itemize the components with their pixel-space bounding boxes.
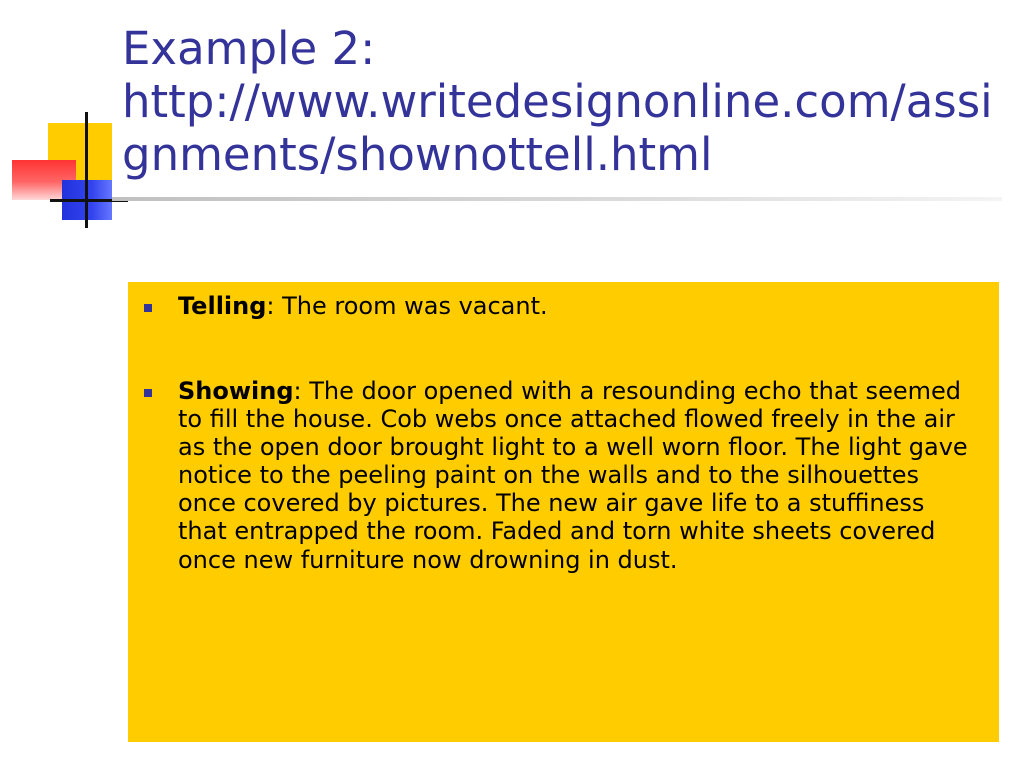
- corner-logo-icon: [0, 0, 140, 240]
- slide-title: [122, 22, 1012, 181]
- title-line-1: Example 2:: [122, 22, 376, 75]
- content-box: [128, 282, 999, 742]
- bullet-list: [144, 292, 975, 574]
- vertical-line-shape: [85, 112, 88, 228]
- title-underline: [112, 197, 1002, 201]
- square-bullet-icon: [144, 389, 152, 397]
- square-bullet-icon: [144, 304, 152, 312]
- bullet-text: : The door opened with a resounding echo that seemed to fill the house. Cob webs once attached flowed freely in the air as the open door brought light to a well worn floor. The light gave notice to the peeling paint on the walls and to the silhouettes once covered by pictures. The new air gave life to a stuffiness that entrapped the room. Faded and torn white sheets covered once new furniture now drowning in dust.: [178, 377, 968, 574]
- bullet-term: Showing: [178, 377, 294, 406]
- bullet-item-telling: [144, 292, 975, 320]
- bullet-term: Telling: [178, 292, 267, 320]
- title-line-2-url: http://www.writedesignonline.com/assignments/shownottell.html: [122, 75, 993, 182]
- bullet-text: : The room was vacant.: [266, 292, 548, 320]
- bullet-item-showing: [144, 377, 975, 574]
